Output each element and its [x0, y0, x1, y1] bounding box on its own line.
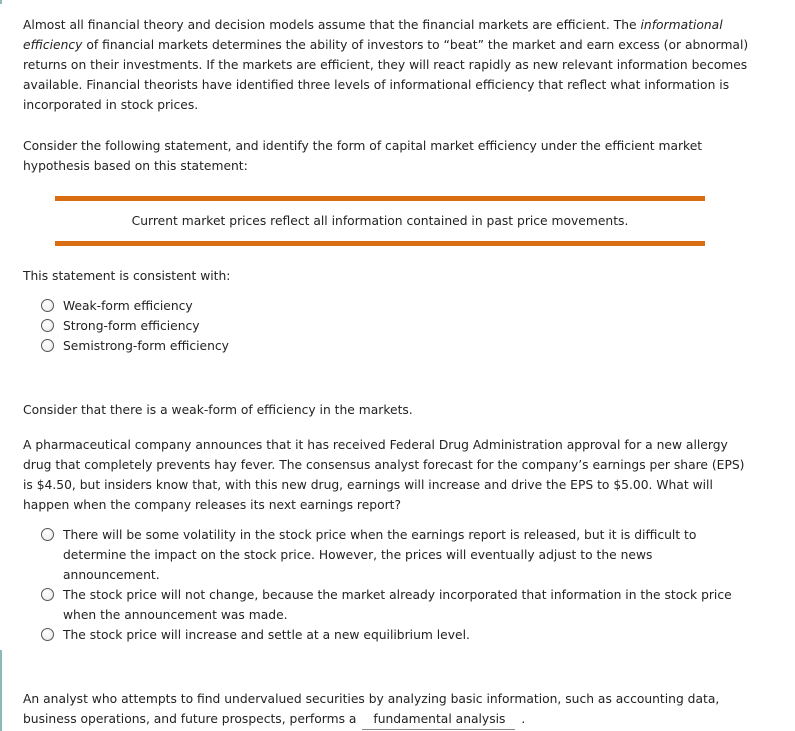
- left-edge-rule-segment: [0, 0, 2, 4]
- radio-button[interactable]: [41, 528, 54, 541]
- option-label: Semistrong-form efficiency: [63, 339, 229, 353]
- statement-top-bar: [55, 196, 705, 201]
- option-label: There will be some volatility in the stock price when the earnings report is released, but it is difficult to determine the impact on the stock price. However, the prices will eventually adjust to the news announcement.: [63, 528, 697, 582]
- option-label: Strong-form efficiency: [63, 319, 200, 333]
- intro-emphasis: informational efficiency: [23, 18, 723, 52]
- radio-button[interactable]: [41, 339, 54, 352]
- question2-prompt: A pharmaceutical company announces that it has received Federal Drug Administration approval for a new allergy drug that completely prevents hay fever. The consensus analyst forecast for the company’s earnings per share (EPS) is $4.50, but insiders know that, with this new drug, earnings will increase and drive the EPS to $5.00. What will happen when the company releases its next earnings report?: [23, 438, 745, 512]
- statement-text: Current market prices reflect all information contained in past price movements.: [131, 214, 629, 228]
- radio-button[interactable]: [41, 628, 54, 641]
- radio-button[interactable]: [41, 299, 54, 312]
- option-no-change[interactable]: [41, 585, 741, 625]
- question3-text-before: An analyst who attempts to find undervalued securities by analyzing basic information, such as accounting data, business operations, and future prospects, performs a: [23, 692, 720, 726]
- statement-box: [55, 196, 705, 247]
- option-semistrong-form[interactable]: [41, 336, 741, 356]
- intro-text-2: of financial markets determines the ability of investors to “beat” the market and earn excess (or abnormal) returns on their investments. If the markets are efficient, they will react rapidly as new relevant information becomes available. Financial theorists have identified three levels of informational efficiency that reflect what information is incorporated in stock prices.: [23, 38, 749, 112]
- answer-dropdown[interactable]: fundamental analysis: [362, 710, 515, 730]
- option-volatility[interactable]: [41, 525, 741, 585]
- intro-paragraph: [23, 15, 758, 115]
- question2-lead: Consider that there is a weak-form of efficiency in the markets.: [23, 403, 413, 417]
- option-increase[interactable]: [41, 625, 741, 645]
- question3-prompt: [23, 689, 758, 730]
- question1-prompt: Consider the following statement, and identify the form of capital market efficiency under the efficient market hypothesis based on this statement:: [23, 139, 703, 173]
- question3-text-after: .: [517, 712, 526, 726]
- radio-button[interactable]: [41, 588, 54, 601]
- option-label: Weak-form efficiency: [63, 299, 193, 313]
- left-edge-rule-segment: [0, 650, 2, 731]
- option-label: The stock price will increase and settle at a new equilibrium level.: [63, 628, 470, 642]
- question2-options: [41, 525, 741, 645]
- radio-button[interactable]: [41, 319, 54, 332]
- option-label: The stock price will not change, because the market already incorporated that information in the stock price when the announcement was made.: [63, 588, 732, 622]
- intro-text-1: Almost all financial theory and decision models assume that the financial markets are efficient. The: [23, 18, 641, 32]
- question1-lead: This statement is consistent with:: [23, 269, 231, 283]
- question1-options: [41, 296, 741, 356]
- left-edge-rule: [0, 0, 2, 731]
- option-weak-form[interactable]: [41, 296, 741, 316]
- option-strong-form[interactable]: [41, 316, 741, 336]
- statement-bottom-bar: [55, 241, 705, 246]
